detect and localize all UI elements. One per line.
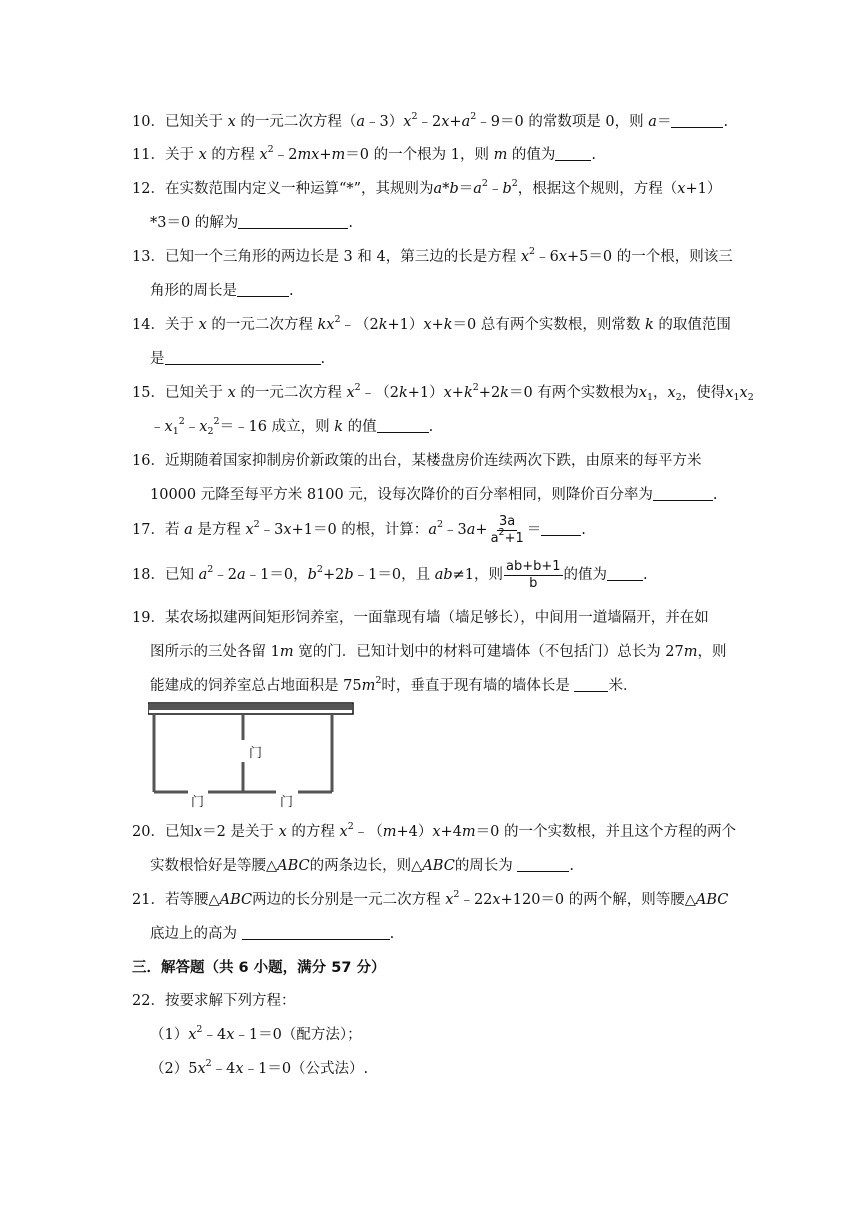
question-15: 15．已知关于 x 的一元二次方程 $x^2﹣(2k+1)x+k^2+2k=0$ 有两个实数根为$x_1$，$x_2$，使得$x_1x_2$ (132, 382, 754, 403)
question-17: 17．若 a 是方程 $x^2﹣3x+1=0$ 的根，计算：$a^2﹣3a+$ $\frac{3a}{a^2+1}$ ＝ . (132, 513, 586, 546)
answer-blank[interactable] (237, 282, 289, 297)
fraction: $\frac{3a}{a^2+1}$ (490, 513, 524, 546)
question-21: 21．若等腰△ABC两边的长分别是一元二次方程 $x^2﹣22x+120=0$ 的两个解，则等腰△ABC (132, 889, 729, 908)
door-label-left: 门 (191, 795, 205, 810)
door-label-middle: 门 (249, 746, 263, 761)
question-20-line2: 实数根恰好是等腰△ABC的两条边长，则△ABC的周长为 . (150, 858, 575, 874)
door-label-right: 门 (280, 795, 294, 810)
question-21-line2: 底边上的高为 . (150, 926, 395, 942)
question-16-line2: 10000 元降至每平方米 8100 元，设每次降价的百分率相同，则降价百分率为 . (150, 487, 718, 503)
answer-blank[interactable] (653, 486, 713, 501)
answer-blank[interactable] (574, 677, 608, 692)
feeding-room-diagram (148, 702, 358, 810)
answer-blank[interactable] (377, 418, 429, 433)
answer-blank[interactable] (238, 214, 348, 229)
question-19-line3: 能建成的饲养室总占地面积是 $75m^2$时，垂直于现有墙的墙体长是 米． (150, 675, 638, 694)
question-12: 12．在实数范围内定义一种运算“*”，其规则为$a*b=a^2﹣b^2$，根据这个规则，方程（x+1） (132, 178, 722, 197)
answer-blank[interactable] (517, 857, 569, 872)
question-22-part1: $(1)x^2﹣4x﹣1=0$（配方法）； (150, 1024, 362, 1043)
existing-wall-fill (149, 704, 352, 710)
answer-blank[interactable] (242, 925, 390, 940)
question-20: 20．已知x＝2 是关于 x 的方程 $x^2﹣(m+4)x+4m=0$ 的一个实数根，并且这个方程的两个 (132, 821, 737, 840)
question-16: 16．近期随着国家抑制房价新政策的出台，某楼盘房价连续两次下跌，由原来的每平方米 (132, 453, 702, 469)
question-19: 19．某农场拟建两间矩形饲养室，一面靠现有墙（墙足够长），中间用一道墙隔开，并在如 (132, 610, 709, 626)
question-22: 22．按要求解下列方程： (132, 993, 296, 1009)
question-14-line2: 是 . (150, 351, 326, 367)
question-19-line2: 图所示的三处各留 1m 宽的门．已知计划中的材料可建墙体（不包括门）总长为 27m，则 (150, 644, 727, 660)
question-11: 11．关于 x 的方程 $x^2﹣2mx+m=0$ 的一个根为 1，则 m 的值为 . (132, 144, 597, 163)
answer-blank[interactable] (165, 350, 321, 365)
question-13-line2: 角形的周长是 . (150, 283, 294, 299)
answer-blank[interactable] (555, 146, 591, 161)
question-10: 10．已知关于 x 的一元二次方程$(a﹣3)x^2﹣2x+a^2﹣9=0$ 的常数项是 0，则 a＝ . (132, 111, 729, 130)
answer-blank[interactable] (607, 566, 643, 581)
fraction: $\frac{ab+b+1}{b}$ (506, 558, 561, 591)
answer-blank[interactable] (671, 113, 723, 128)
question-14: 14．关于 x 的一元二次方程 $kx^2﹣(2k+1)x+k=0$ 总有两个实数根，则常数 k 的取值范围 (132, 314, 731, 333)
question-13: 13．已知一个三角形的两边长是 3 和 4，第三边的长是方程 $x^2﹣6x+5=0$ 的一个根，则该三 (132, 246, 733, 265)
question-22-part2: $(2)5x^2﹣4x﹣1=0$（公式法）. (150, 1058, 369, 1077)
question-15-line2: $﹣x_1^2﹣x_2^2=﹣16$ 成立，则 k 的值 . (150, 416, 434, 437)
question-12-line2: *3＝0 的解为 . (150, 215, 353, 231)
question-18: 18．已知 $a^2﹣2a﹣1=0$，$b^2+2b﹣1=0$，且 ab≠1，则 $\frac{ab+b+1}{b}$ 的值为 . (132, 558, 648, 591)
section-title: 三．解答题（共 6 小题，满分 57 分） (132, 960, 386, 976)
answer-blank[interactable] (541, 521, 581, 536)
